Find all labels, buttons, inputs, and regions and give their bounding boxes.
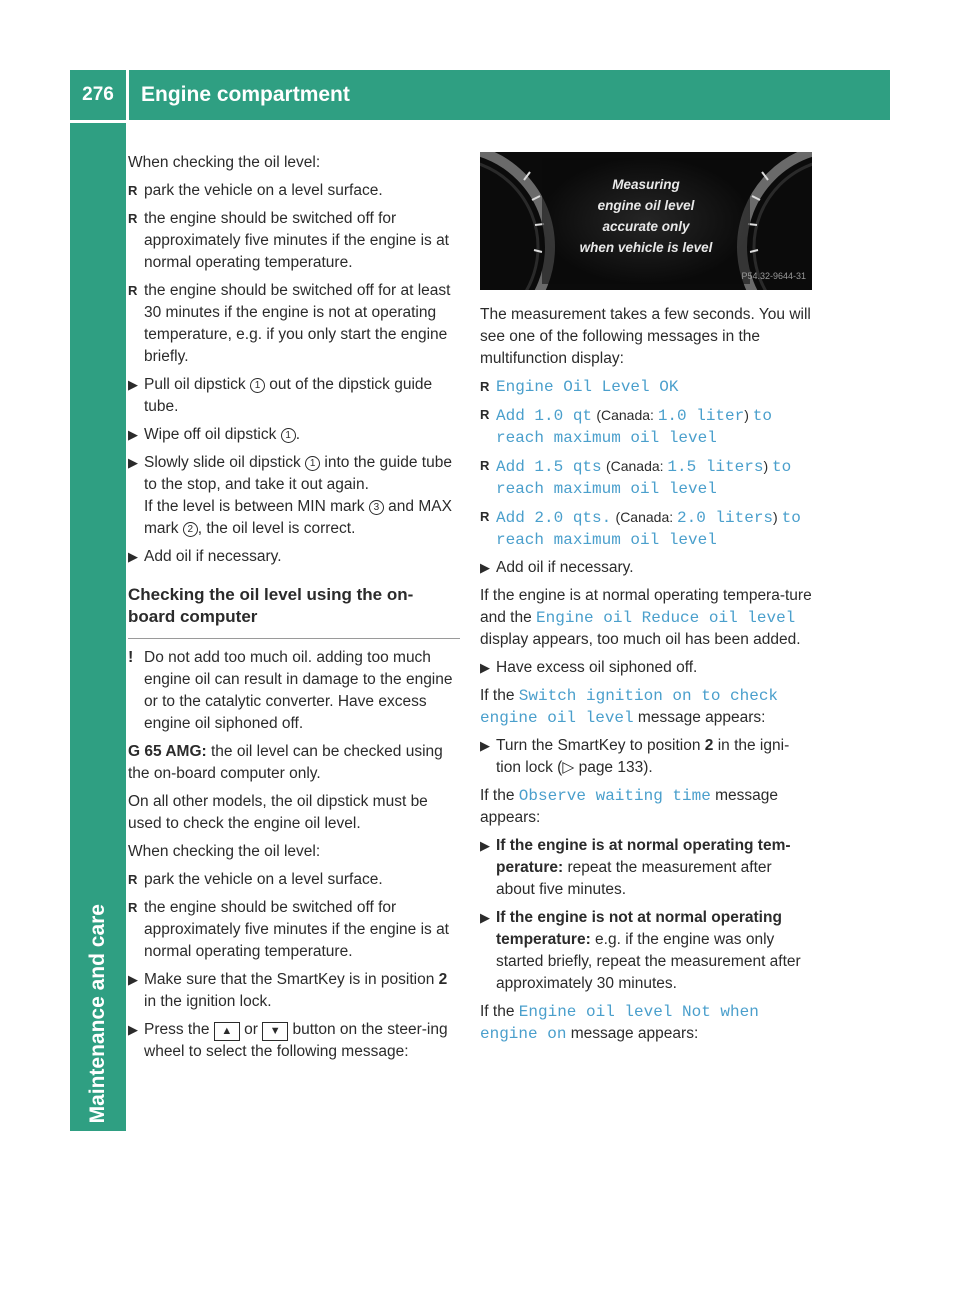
list-item: R Add 1.5 qts (Canada: 1.5 liters) to reach maximum oil level bbox=[480, 455, 812, 500]
page-title: Engine compartment bbox=[129, 70, 890, 120]
list-item: R Engine Oil Level OK bbox=[480, 378, 679, 396]
page-ref-icon: ▷ bbox=[562, 759, 575, 776]
section-sidebar bbox=[70, 123, 126, 1131]
step-arrow-icon: ▶ bbox=[480, 738, 490, 753]
switch-ignition-text: If the Switch ignition on to check engine oil level message appears: bbox=[480, 687, 779, 727]
page-number: 276 bbox=[70, 70, 126, 120]
callout-2-icon: 2 bbox=[183, 522, 198, 537]
step-arrow-icon: ▶ bbox=[128, 427, 138, 442]
step-arrow-icon: ▶ bbox=[128, 549, 138, 564]
intro-text: When checking the oil level: bbox=[128, 154, 321, 171]
step-arrow-icon: ▶ bbox=[128, 455, 138, 470]
list-item: R park the vehicle on a level surface. bbox=[128, 180, 460, 202]
bullet-icon: R bbox=[480, 407, 490, 422]
step-arrow-icon: ▶ bbox=[128, 972, 138, 987]
step-arrow-icon: ▶ bbox=[480, 660, 490, 675]
step-item: ▶ Make sure that the SmartKey is in position 2 in the ignition lock. bbox=[128, 971, 448, 1010]
reduce-oil-text: If the engine is at normal operating tempera-ture and the Engine oil Reduce oil level display appears, too much oil has been added. bbox=[480, 587, 812, 648]
other-models-note: On all other models, the oil dipstick must be used to check the engine oil level. bbox=[128, 793, 428, 832]
observe-text: If the Observe waiting time message appears: bbox=[480, 787, 779, 826]
step-arrow-icon: ▶ bbox=[480, 838, 490, 853]
step-item: ▶ Wipe off oil dipstick 1 . bbox=[128, 424, 460, 446]
callout-3-icon: 3 bbox=[369, 500, 384, 515]
bullet-icon: R bbox=[128, 183, 138, 198]
right-column bbox=[480, 152, 812, 1051]
display-message: Measuring engine oil level accurate only when vehicle is level bbox=[579, 177, 713, 255]
step-item: ▶ If the engine is not at normal operating temperature: e.g. if the engine was only started briefly, repeat the measurement after approximately 30 minutes. bbox=[480, 909, 801, 992]
step-arrow-icon: ▶ bbox=[480, 560, 490, 575]
list-item: R Add 1.0 qt (Canada: 1.0 liter) to reach maximum oil level bbox=[480, 404, 812, 449]
bullet-icon: R bbox=[128, 872, 138, 887]
list-item: R the engine should be switched off for approximately five minutes if the engine is at normal operating temperature. bbox=[128, 210, 449, 271]
image-code: P54.32-9644-31 bbox=[741, 271, 806, 281]
step-item: ▶ Add oil if necessary. bbox=[128, 546, 460, 568]
step-arrow-icon: ▶ bbox=[480, 910, 490, 925]
intro-text-2: When checking the oil level: bbox=[128, 843, 321, 860]
list-item: R park the vehicle on a level surface. bbox=[128, 869, 460, 891]
step-item: ▶ Press the ▲ or ▼ button on the steer-ing wheel to select the following message: bbox=[128, 1021, 448, 1060]
step-item: ▶ Slowly slide oil dipstick 1 into the guide tube to the stop, and take it out again. If the level is between MIN mark 3 and MAX mark 2 , the oil level is correct. bbox=[128, 454, 452, 537]
callout-1-icon: 1 bbox=[305, 456, 320, 471]
list-item: R the engine should be switched off for approximately five minutes if the engine is at normal operating temperature. bbox=[128, 899, 449, 960]
g65-note: G 65 AMG: the oil level can be checked using the on-board computer only. bbox=[128, 743, 443, 782]
step-item: ▶ Pull oil dipstick 1 out of the dipstick guide tube. bbox=[128, 376, 433, 415]
section-label: Maintenance and care bbox=[86, 903, 109, 1123]
down-button-icon: ▼ bbox=[262, 1022, 288, 1041]
bullet-icon: R bbox=[480, 379, 490, 394]
bullet-icon: R bbox=[128, 900, 138, 915]
measurement-text: The measurement takes a few seconds. You will see one of the following messages in the multifunction display: bbox=[480, 306, 811, 367]
step-item: ▶ Have excess oil siphoned off. bbox=[480, 657, 812, 679]
step-item: ▶ Turn the SmartKey to position 2 in the igni-tion lock (▷ page 133). bbox=[480, 737, 790, 776]
bullet-icon: R bbox=[480, 458, 490, 473]
step-item: ▶ Add oil if necessary. bbox=[480, 557, 812, 579]
bullet-icon: R bbox=[480, 509, 490, 524]
warning-note: ! Do not add too much oil. adding too much engine oil can result in damage to the engine or to the catalytic converter. Have excess engine oil siphoned off. bbox=[128, 638, 460, 735]
left-column bbox=[128, 152, 460, 1069]
callout-1-icon: 1 bbox=[250, 378, 265, 393]
callout-1-icon: 1 bbox=[281, 428, 296, 443]
list-item: R the engine should be switched off for at least 30 minutes if the engine is not at operating temperature, e.g. if you only start the engine briefly. bbox=[128, 282, 451, 365]
up-button-icon: ▲ bbox=[214, 1022, 240, 1041]
not-when-engine-on-text: If the Engine oil level Not when engine on message appears: bbox=[480, 1003, 759, 1043]
bullet-icon: R bbox=[128, 211, 138, 226]
multifunction-display-image bbox=[480, 152, 812, 290]
bullet-icon: R bbox=[128, 283, 138, 298]
list-item: R Add 2.0 qts. (Canada: 2.0 liters) to reach maximum oil level bbox=[480, 506, 812, 551]
step-item: ▶ If the engine is at normal operating tem-perature: repeat the measurement after about five minutes. bbox=[480, 837, 791, 898]
step-arrow-icon: ▶ bbox=[128, 377, 138, 392]
warning-icon: ! bbox=[128, 649, 134, 666]
section-heading: Checking the oil level using the on-board computer bbox=[128, 585, 414, 626]
step-arrow-icon: ▶ bbox=[128, 1022, 138, 1037]
